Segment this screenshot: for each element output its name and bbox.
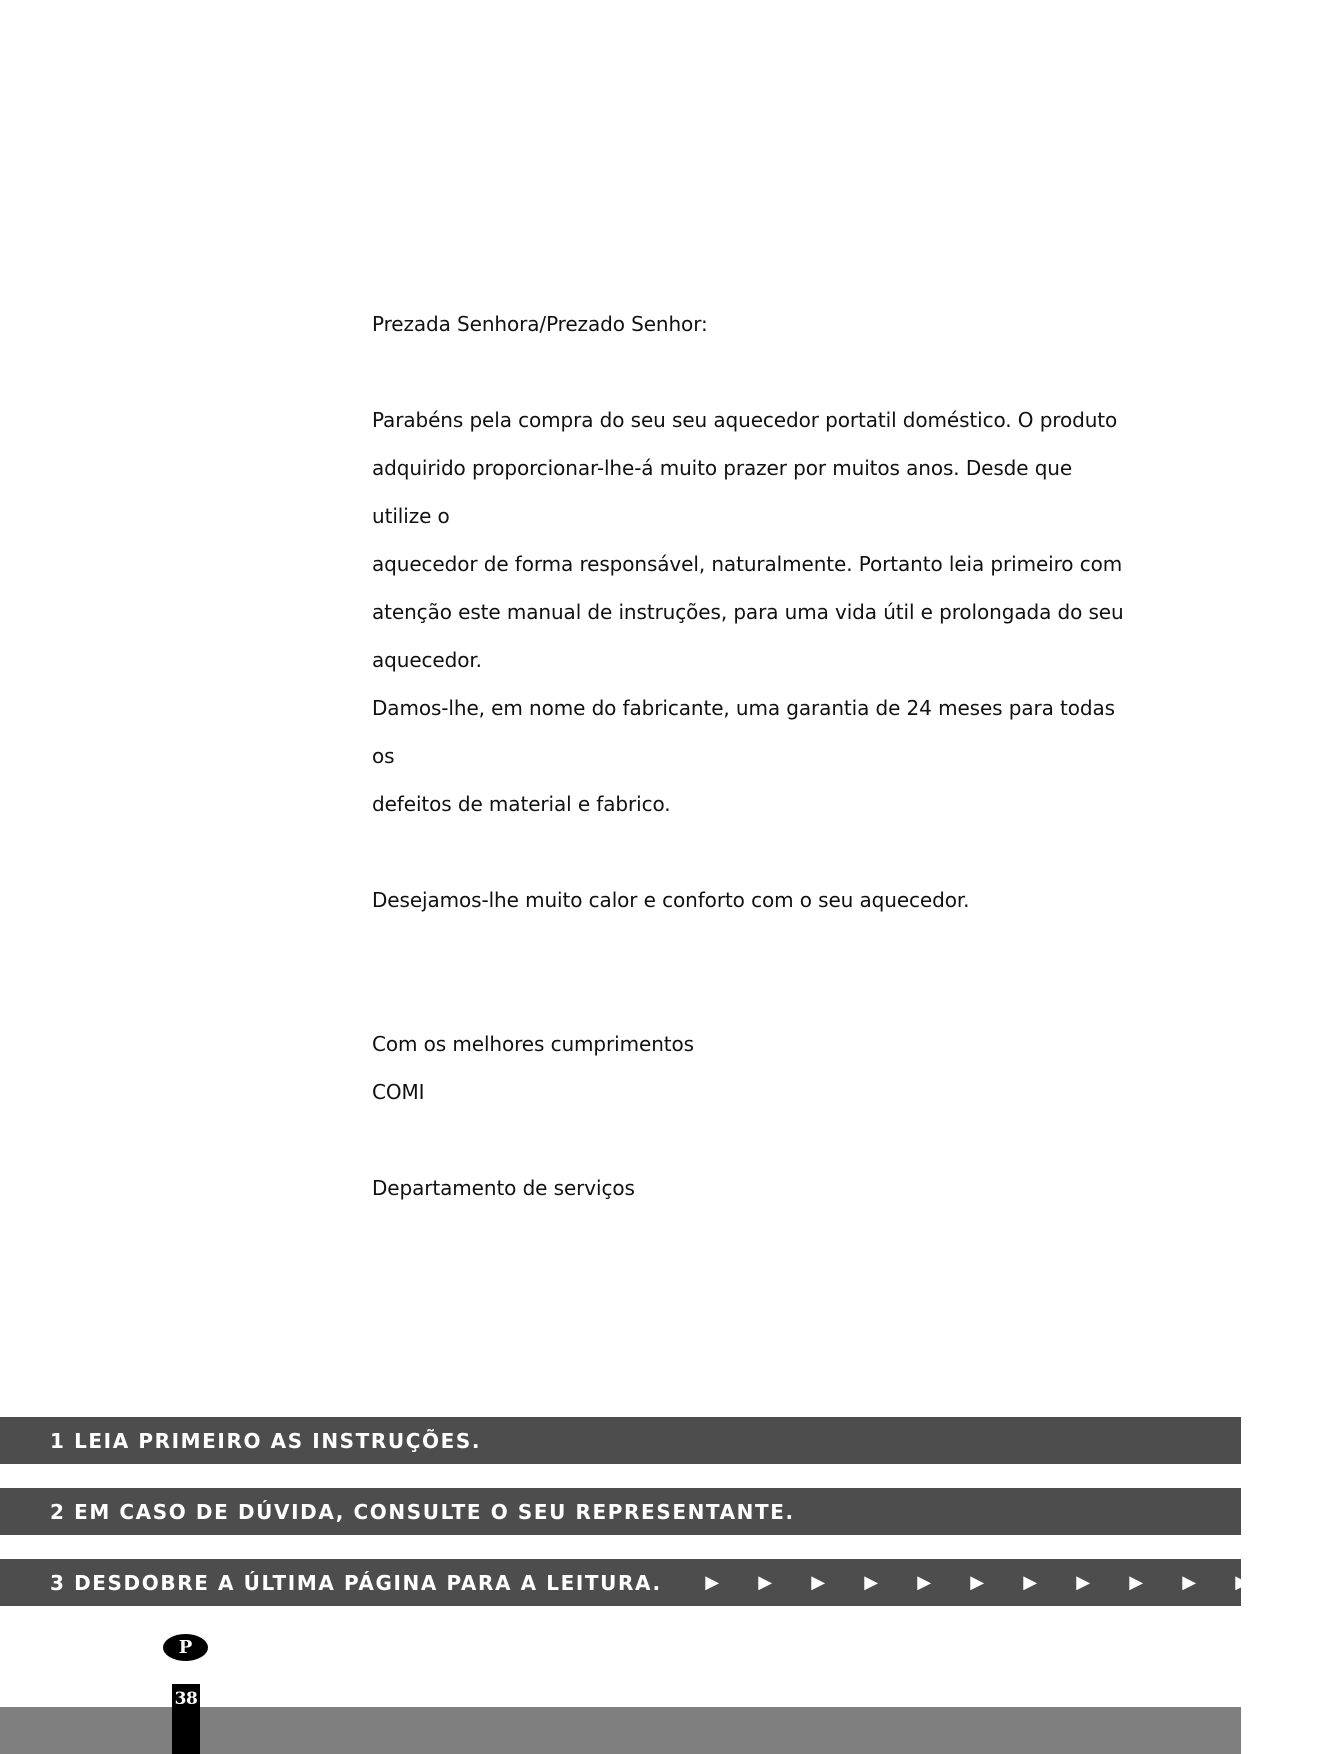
play-arrow-icon: ▶: [917, 1572, 932, 1593]
body-line: atenção este manual de instruções, para uma vida útil e prolongada do seu: [372, 600, 1124, 624]
body-line: Damos-lhe, em nome do fabricante, uma garantia de 24 meses para todas os: [372, 696, 1115, 768]
banner-text: 1 LEIA PRIMEIRO AS INSTRUÇÕES.: [50, 1428, 482, 1453]
company-name: COMI: [372, 1080, 425, 1104]
closing-line: Com os melhores cumprimentos: [372, 1032, 694, 1056]
body-line: aquecedor.: [372, 648, 482, 672]
salutation: Prezada Senhora/Prezado Senhor:: [372, 312, 708, 336]
language-badge: P: [163, 1634, 208, 1661]
instruction-banner-3: [0, 1559, 1303, 1606]
play-arrow-icon: ▶: [1288, 1572, 1303, 1593]
play-arrow-icon: ▶: [705, 1572, 720, 1593]
letter-body: [372, 300, 1132, 1212]
play-arrow-icon: ▶: [811, 1572, 826, 1593]
play-arrow-icon: ▶: [864, 1572, 879, 1593]
banner-text: 3 DESDOBRE A ÚLTIMA PÁGINA PARA A LEITURA.: [50, 1570, 662, 1595]
spacer: [372, 828, 1132, 876]
play-arrow-icon: ▶: [1023, 1572, 1038, 1593]
play-arrow-icon: ▶: [1076, 1572, 1091, 1593]
play-arrow-icon: ▶: [1235, 1572, 1250, 1593]
play-arrow-icon: ▶: [1182, 1572, 1197, 1593]
play-arrow-icon: ▶: [970, 1572, 985, 1593]
spacer: [372, 348, 1132, 396]
play-arrow-icon: ▶: [758, 1572, 773, 1593]
instruction-banner-1: [0, 1417, 1241, 1464]
body-line: Parabéns pela compra do seu seu aquecedor portatil doméstico. O produto: [372, 408, 1118, 432]
instruction-banner-2: [0, 1488, 1241, 1535]
body-line: defeitos de material e fabrico.: [372, 792, 671, 816]
department-line: Departamento de serviços: [372, 1176, 635, 1200]
body-line: aquecedor de forma responsável, naturalmente. Portanto leia primeiro com: [372, 552, 1123, 576]
body-line: adquirido proporcionar-lhe-á muito prazer por muitos anos. Desde que utilize o: [372, 456, 1073, 528]
page-number: 38: [174, 1689, 198, 1709]
banner-text: 2 EM CASO DE DÚVIDA, CONSULTE O SEU REPRESENTANTE.: [50, 1499, 795, 1524]
spacer: [372, 924, 1132, 1020]
arrow-row: [686, 1572, 1322, 1593]
wish-line: Desejamos-lhe muito calor e conforto com o seu aquecedor.: [372, 888, 970, 912]
play-arrow-icon: ▶: [1129, 1572, 1144, 1593]
spacer: [372, 1116, 1132, 1164]
